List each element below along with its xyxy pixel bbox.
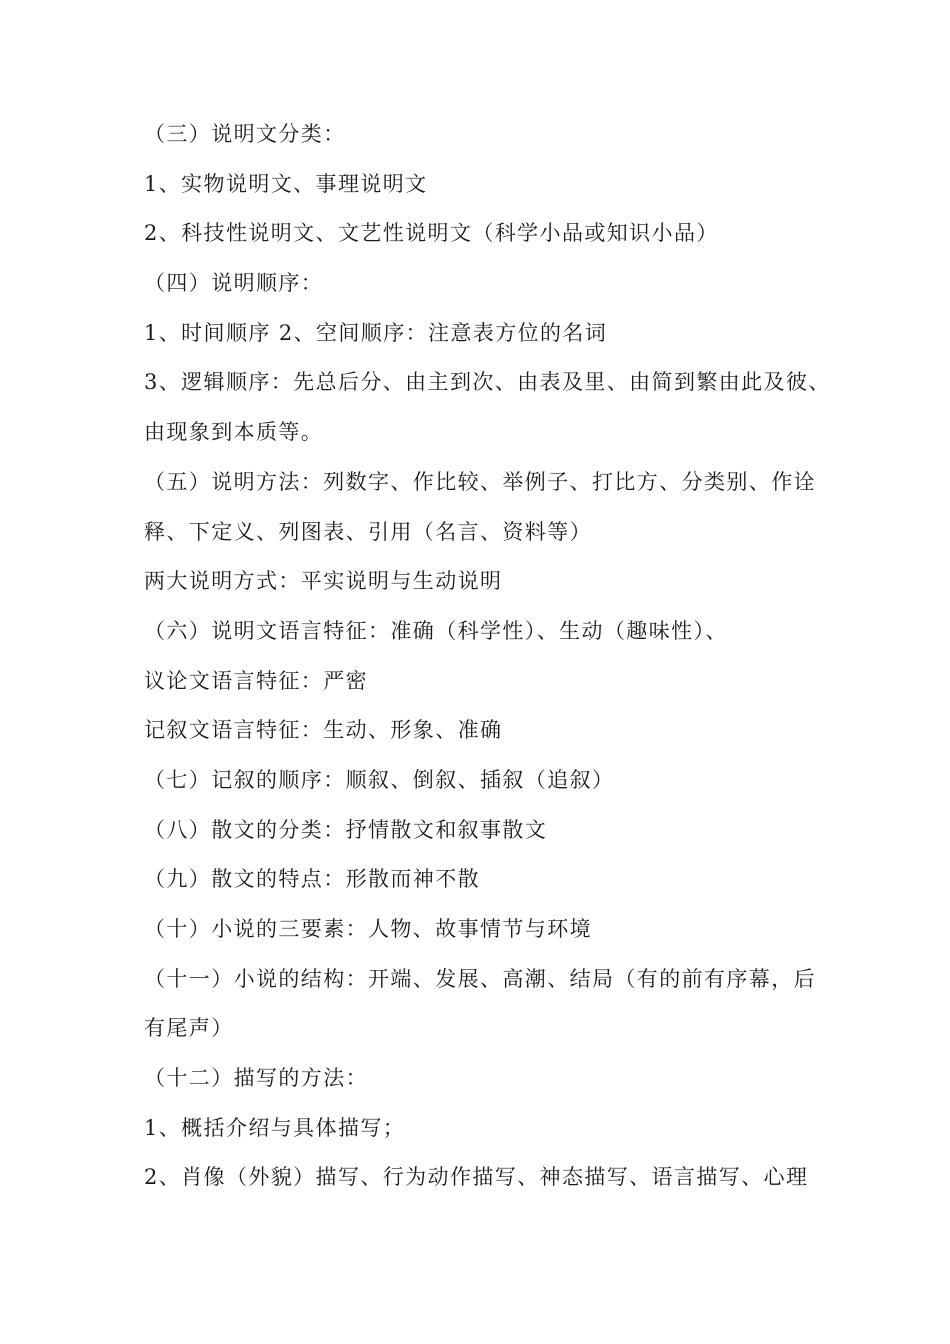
document-body <box>144 110 831 1203</box>
text-line: 2、肖像（外貌）描写、行为动作描写、神态描写、语言描写、心理 <box>144 1165 809 1190</box>
text-line: 1、时间顺序 2、空间顺序：注意表方位的名词 <box>144 320 608 345</box>
text-line: 记叙文语言特征：生动、形象、准确 <box>144 718 503 743</box>
heading-novel-elements: （十）小说的三要素：人物、故事情节与环境 <box>144 917 592 941</box>
text-line: 有尾声） <box>144 1016 234 1041</box>
heading-expository-methods: （五）说明方法：列数字、作比较、举例子、打比方、分类别、作诠 <box>144 469 816 494</box>
heading-expository-classification: （三）说明文分类： <box>144 122 346 146</box>
heading-novel-structure: （十一）小说的结构：开端、发展、高潮、结局（有的前有序幕，后 <box>144 966 816 991</box>
text-line: 议论文语言特征：严密 <box>144 668 368 693</box>
text-line: 3、逻辑顺序：先总后分、由主到次、由表及里、由简到繁由此及彼、 <box>144 370 831 395</box>
heading-description-methods: （十二）描写的方法： <box>144 1066 368 1091</box>
heading-prose-classification: （八）散文的分类：抒情散文和叙事散文 <box>144 817 548 842</box>
heading-language-features: （六）说明文语言特征：准确（科学性）、生动（趣味性）、 <box>144 618 728 643</box>
text-line: 两大说明方式：平实说明与生动说明 <box>144 569 503 594</box>
text-line: 释、下定义、列图表、引用（名言、资料等） <box>144 519 592 544</box>
text-line: 1、实物说明文、事理说明文 <box>144 171 428 196</box>
heading-prose-features: （九）散文的特点：形散而神不散 <box>144 867 480 892</box>
heading-narrative-order: （七）记叙的顺序：顺叙、倒叙、插叙（追叙） <box>144 767 615 792</box>
text-line: 2、科技性说明文、文艺性说明文（科学小品或知识小品） <box>144 221 719 246</box>
text-line: 由现象到本质等。 <box>144 420 324 445</box>
heading-expository-order: （四）说明顺序： <box>144 271 324 296</box>
text-line: 1、概括介绍与具体描写； <box>144 1115 406 1140</box>
